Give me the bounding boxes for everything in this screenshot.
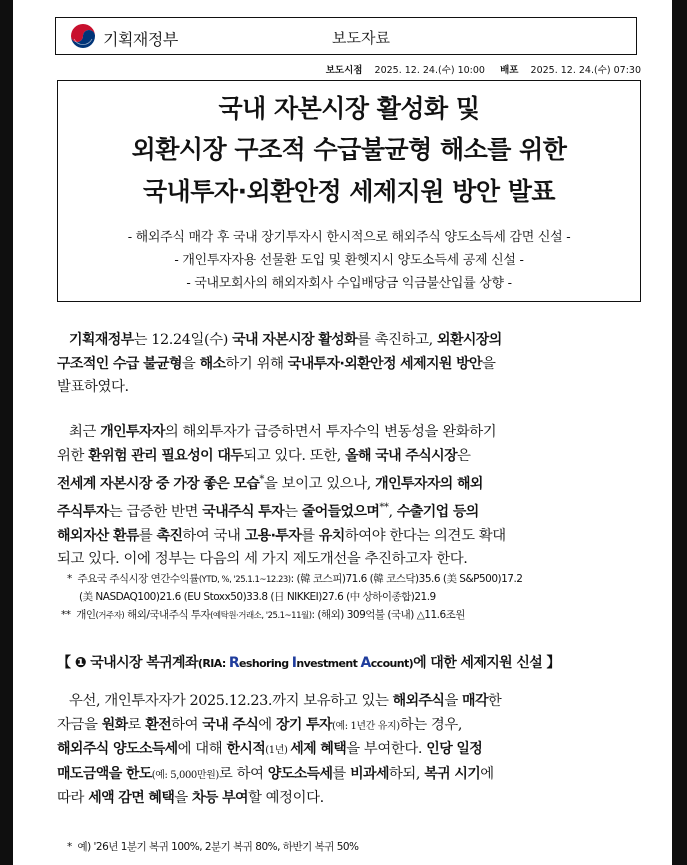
text-bold: 해외자산 환류 — [57, 527, 139, 544]
title-line-1: 국내 자본시장 활성화 및 — [218, 94, 480, 123]
text-bold: 양도소득세 — [267, 765, 333, 782]
section-number-icon: ❶ — [74, 655, 86, 671]
text: 따라 — [57, 790, 89, 806]
text: 를 — [332, 765, 351, 782]
text: 을 부여한다. — [346, 741, 427, 757]
text-bold: 인당 일정 — [426, 741, 483, 757]
text: ccount) — [370, 657, 414, 670]
release-timeline — [13, 62, 641, 76]
text: 하여야 한다는 의견도 확대 — [344, 527, 506, 544]
text-bold: 매각 — [462, 693, 488, 709]
text-bold: 해외주식 양도소득세 — [57, 741, 178, 757]
footnote-mark: ** — [379, 502, 389, 514]
text: 에 대해 — [177, 741, 227, 757]
text: 에 대한 세제지원 신설 — [413, 655, 543, 671]
paragraph-intro — [57, 329, 642, 400]
text-bold: 한시적 — [226, 741, 266, 757]
bracket-close: 】 — [546, 655, 560, 671]
text-bold: 수출기업 등의 — [396, 504, 479, 521]
text: 로 — [127, 716, 146, 733]
text: 하는 경우, — [399, 716, 463, 733]
text-bold: 비과세 — [350, 765, 389, 782]
text-bold: 환전 — [145, 716, 172, 733]
text: 는 급증한 반면 — [108, 504, 203, 521]
text: 을 보이고 있으나, — [263, 475, 376, 492]
text-bold: 촉진 — [156, 527, 183, 544]
subtitle-3: - 국내모회사의 해외자회사 수입배당금 익금불산입률 상향 - — [186, 276, 512, 291]
text: 을 — [181, 355, 200, 372]
text: 개인 — [76, 609, 96, 621]
text: 되고 있다. 또한, — [243, 447, 346, 464]
distribution-value: 2025. 12. 24.(수) 07:30 — [530, 65, 641, 76]
footnote-1-line-1 — [67, 571, 523, 586]
subtitle-2: - 개인투자자용 선물환 도입 및 환헷지시 양도소득세 공제 신설 - — [174, 253, 524, 268]
text: 자금을 — [57, 716, 102, 733]
text: (거주자) — [95, 611, 125, 621]
text-bold: 장기 투자 — [275, 716, 332, 733]
text: 는 — [284, 504, 302, 521]
text: eshoring — [239, 657, 292, 670]
text-bold: 차등 부여 — [191, 790, 248, 806]
text: 로 하여 — [218, 765, 268, 782]
highlight-letter: A — [360, 655, 371, 671]
text: 를 — [138, 527, 157, 544]
text: 하되, — [388, 765, 425, 782]
text: (예탁원·거래소, '25.1~11월) — [210, 611, 312, 621]
text: (RIA: — [197, 657, 229, 670]
release-value: 2025. 12. 24.(수) 10:00 — [374, 65, 485, 76]
text: : (해외) 309억불 (국내) △11.6조원 — [311, 609, 465, 621]
text: 은 — [457, 447, 471, 464]
text: 되고 있다. 이에 정부는 다음의 세 가지 제도개선을 추진하고자 한다. — [57, 551, 468, 568]
text-bold: 유치 — [318, 527, 345, 544]
footnote-mark: ** — [61, 609, 71, 621]
text: 위한 — [57, 447, 89, 464]
text: 하기 위해 — [225, 355, 288, 372]
text: (예: 1년간 유지) — [331, 720, 400, 732]
text: 발표하였다. — [57, 379, 129, 395]
footnote-3 — [67, 839, 359, 854]
text-bold: 주식투자 — [57, 504, 109, 521]
footnote-1-line-2: (美 NASDAQ100)21.6 (EU Stoxx50)33.8 (日 NIKKEI)27.6 (中 상하이종합)21.9 — [79, 591, 436, 603]
text: , — [388, 504, 397, 521]
title-box — [57, 80, 641, 302]
text: 하여 — [171, 716, 203, 733]
text-bold: 국내주식 투자 — [202, 504, 285, 521]
text: (1년) — [265, 745, 291, 756]
text-bold: 국내 주식 — [202, 716, 259, 733]
paragraph-ria — [57, 690, 642, 811]
press-release-page — [13, 0, 672, 865]
text: : (韓 코스피)71.6 (韓 코스닥)35.6 (美 S&P500)17.2 — [290, 573, 523, 585]
text-bold: 기획재정부 — [69, 332, 134, 348]
text-bold: 세액 감면 혜택 — [88, 790, 175, 806]
text: (예: 5,000만원) — [151, 769, 219, 781]
ministry-name: 기획재정부 — [103, 30, 178, 49]
text: 우선, 개인투자자가 2025.12.23.까지 보유하고 있는 — [69, 693, 393, 709]
footnote-mark: * — [67, 841, 72, 853]
footnote-mark: * — [67, 573, 72, 585]
subtitle-1: - 해외주식 매각 후 국내 장기투자시 한시적으로 해외주식 양도소득세 감면 신설 - — [127, 230, 571, 245]
text-bold: 세제 혜택 — [290, 741, 347, 757]
title-line-3: 국내투자·외환안정 세제지원 방안 발표 — [142, 177, 555, 206]
text: 를 — [301, 527, 319, 544]
text: 한 — [487, 693, 502, 709]
government-logo-icon — [70, 23, 96, 49]
text: 를 촉진하고, — [356, 332, 438, 348]
text: 예) '26년 1분기 복귀 100%, 2분기 복귀 80%, 하반기 복귀 50% — [77, 841, 359, 853]
bracket-open: 【 — [57, 655, 71, 671]
text-bold: 고용·투자 — [244, 527, 302, 544]
text: 해외/국내주식 투자 — [124, 609, 211, 621]
text: 하여 국내 — [182, 527, 245, 544]
document-type: 보도자료 — [332, 29, 390, 47]
text: 최근 — [69, 424, 101, 440]
text: 는 12.24일(수) — [133, 332, 233, 348]
distribution-label: 배포 — [500, 65, 519, 76]
text-bold: 개인투자자의 해외 — [375, 475, 483, 492]
text-bold: 전세계 자본시장 중 가장 좋은 모습 — [57, 475, 260, 492]
text-bold: 구조적인 수급 불균형 — [57, 355, 182, 372]
text: 할 예정이다. — [247, 790, 324, 806]
text-bold: 환위험 관리 필요성이 대두 — [88, 447, 244, 464]
footnote-2 — [61, 607, 465, 622]
text-bold: 외환시장의 — [437, 332, 502, 348]
text-bold: 국내투자·외환안정 세제지원 방안 — [287, 355, 482, 372]
footnote-mark: * — [259, 474, 264, 485]
text: 에 — [480, 765, 494, 782]
release-label: 보도시점 — [325, 65, 363, 76]
paragraph-background — [57, 421, 642, 572]
text-bold: 원화 — [101, 716, 128, 733]
text: 을 — [481, 355, 496, 372]
title-line-2: 외환시장 구조적 수급불균형 해소를 위한 — [131, 135, 567, 164]
highlight-letter: I — [291, 655, 297, 671]
text: 에 — [258, 716, 276, 733]
text-bold: 복귀 시기 — [424, 765, 481, 782]
text-bold: 해소 — [199, 355, 226, 372]
text: nvestment — [296, 657, 361, 670]
text-bold: 올해 국내 주식시장 — [345, 447, 458, 464]
text-bold: 줄어들었으며 — [301, 504, 380, 521]
header-box — [55, 17, 637, 55]
text: (YTD, %, '25.1.1~12.23) — [198, 575, 291, 585]
highlight-letter: R — [228, 655, 240, 671]
text-bold: 국내 자본시장 활성화 — [232, 332, 357, 348]
text: 주요국 주식시장 연간수익률 — [77, 573, 199, 585]
text: 을 — [174, 790, 192, 806]
text: 의 해외투자가 급증하면서 투자수익 변동성을 완화하기 — [164, 424, 497, 440]
text-bold: 개인투자자 — [100, 424, 165, 440]
text-bold: 해외주식 — [392, 693, 445, 709]
text: 을 — [444, 693, 463, 709]
text: 국내시장 복귀계좌 — [85, 655, 198, 671]
text-bold: 매도금액을 한도 — [57, 765, 152, 782]
section-1-heading — [57, 652, 642, 672]
